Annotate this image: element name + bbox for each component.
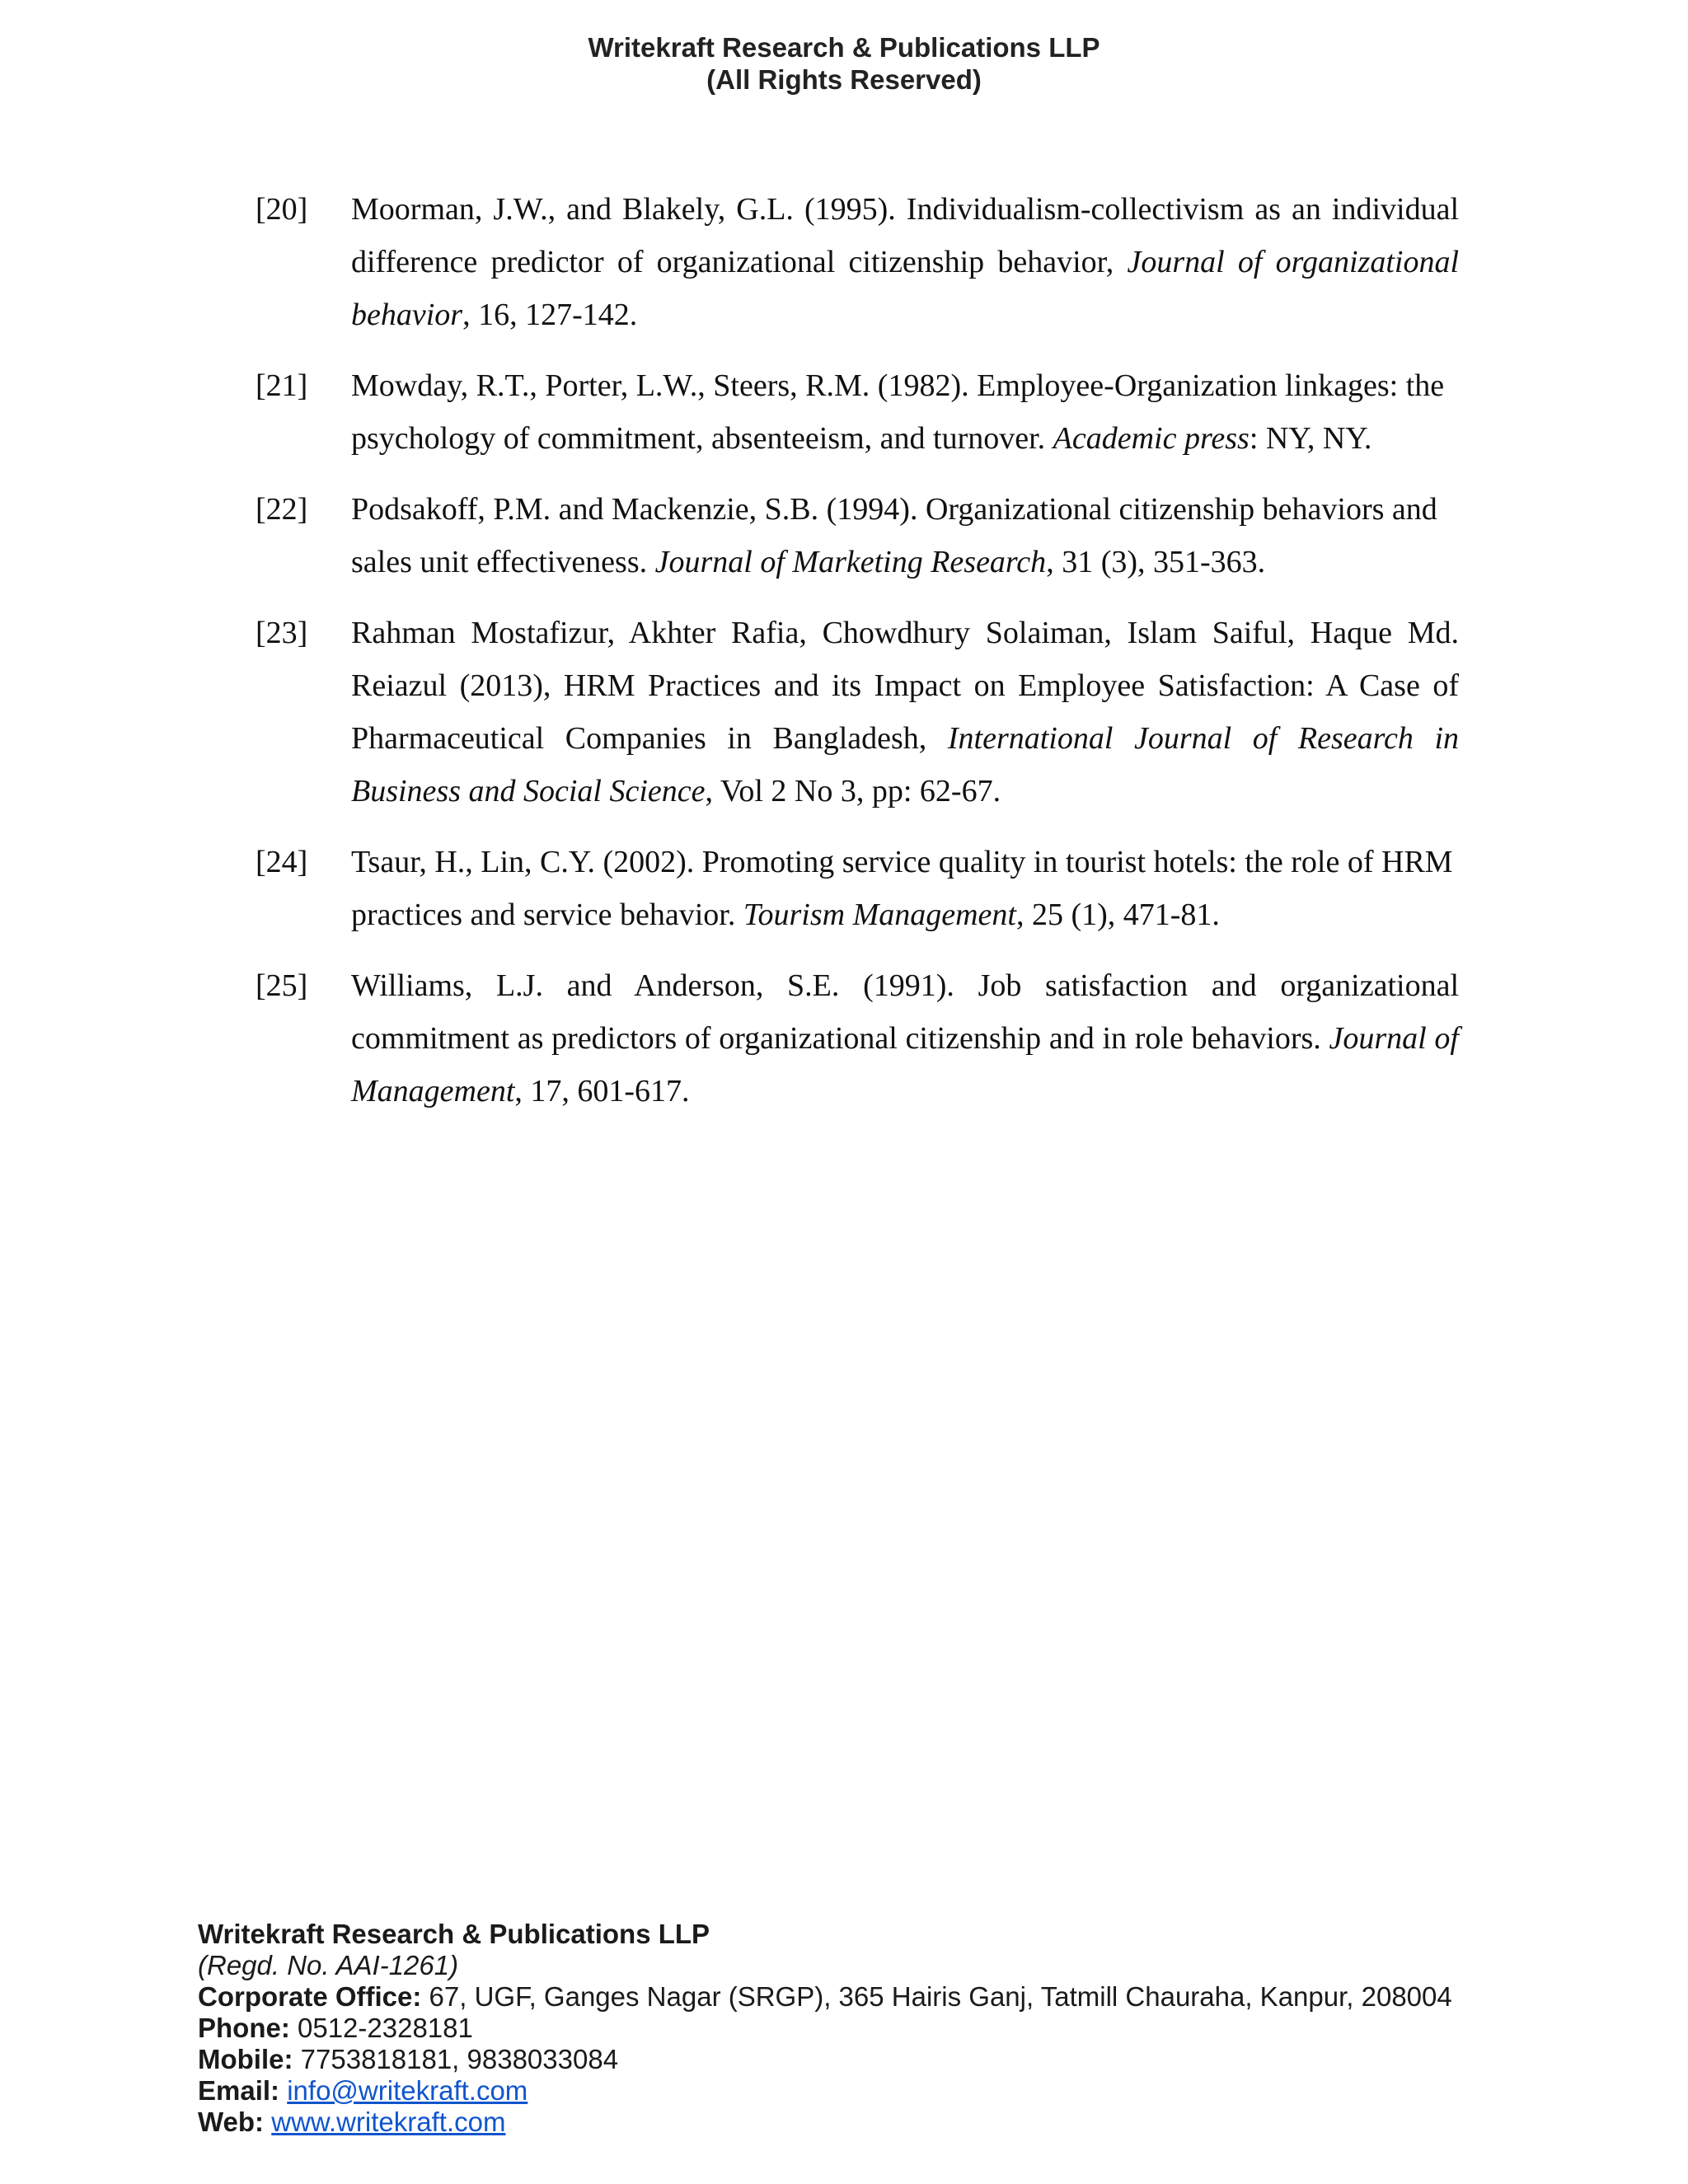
reference-text <box>351 836 1459 941</box>
reference-details: , 16, 127-142. <box>462 298 638 332</box>
footer-phone-label: Phone: <box>198 2013 290 2043</box>
header-subtitle: (All Rights Reserved) <box>706 64 982 95</box>
reference-text <box>351 959 1459 1118</box>
footer-phone-row <box>198 2013 1550 2044</box>
footer-web-row <box>198 2107 1550 2138</box>
reference-authors-title: Moorman, J.W., and Blakely, G.L. (1995). Individualism-collectivism as an individual difference predictor of organizational citizenship behavior, <box>351 192 1459 279</box>
footer-mobile-value: 7753818181, 9838033084 <box>293 2044 619 2074</box>
footer-mobile-row <box>198 2044 1550 2075</box>
reference-authors-title: Mowday, R.T., Porter, L.W., Steers, R.M. (1982). Employee-Organization linkages: the psychology of commitment, absenteeism, and turnover. <box>351 368 1445 456</box>
reference-details: : NY, NY. <box>1249 421 1372 456</box>
footer-company: Writekraft Research & Publications LLP <box>198 1919 710 1949</box>
reference-journal: Journal of organizational behavior <box>351 245 1459 332</box>
reference-item <box>256 183 1459 341</box>
reference-authors-title: Williams, L.J. and Anderson, S.E. (1991). Job satisfaction and organizational commitment as predictors of organizational citizenship and in role behaviors. <box>351 968 1459 1056</box>
reference-authors-title: Rahman Mostafizur, Akhter Rafia, Chowdhury Solaiman, Islam Saiful, Haque Md. Reiazul (2013), HRM Practices and its Impact on Employee Satisfaction: A Case of Pharmaceutical Companies in Bangladesh, <box>351 616 1459 756</box>
footer-office-value: 67, UGF, Ganges Nagar (SRGP), 365 Hairis Ganj, Tatmill Chauraha, Kanpur, 208004 <box>421 1981 1452 2012</box>
reference-journal: Journal of Marketing Research <box>654 545 1047 579</box>
reference-number: [25] <box>256 968 308 1003</box>
reference-journal: Tourism Management <box>743 898 1016 932</box>
footer-office-row <box>198 1981 1550 2013</box>
reference-number: [20] <box>256 192 308 227</box>
reference-details: , Vol 2 No 3, pp: 62-67. <box>705 774 1001 808</box>
reference-details: , 31 (3), 351-363. <box>1046 545 1266 579</box>
reference-journal: Academic press <box>1053 421 1250 456</box>
footer-company-row <box>198 1919 1550 1950</box>
footer-phone-value: 0512-2328181 <box>289 2013 473 2043</box>
reference-text <box>351 359 1459 465</box>
footer-mobile-label: Mobile: <box>198 2044 293 2074</box>
email-link[interactable]: info@writekraft.com <box>287 2075 528 2106</box>
reference-item <box>256 359 1459 465</box>
reference-number: [24] <box>256 845 308 879</box>
reference-number: [22] <box>256 492 308 527</box>
reference-number: [23] <box>256 616 308 650</box>
page-footer <box>198 1919 1550 2138</box>
reference-item <box>256 836 1459 941</box>
reference-authors-title: Tsaur, H., Lin, C.Y. (2002). Promoting service quality in tourist hotels: the role of HRM practices and service behavior. <box>351 845 1453 932</box>
website-link[interactable]: www.writekraft.com <box>271 2107 506 2137</box>
reference-journal: Journal of Management <box>351 1021 1459 1108</box>
reference-text <box>351 483 1459 588</box>
reference-item <box>256 483 1459 588</box>
reference-text <box>351 183 1459 341</box>
header-title: Writekraft Research & Publications LLP <box>588 32 1100 63</box>
reference-details: , 25 (1), 471-81. <box>1015 898 1220 932</box>
reference-item <box>256 607 1459 818</box>
reference-item <box>256 959 1459 1118</box>
footer-office-label: Corporate Office: <box>198 1981 422 2012</box>
footer-web-label: Web: <box>198 2107 265 2137</box>
page-header <box>0 31 1688 96</box>
reference-details: , 17, 601-617. <box>514 1074 690 1108</box>
footer-email-label: Email: <box>198 2075 280 2106</box>
reference-number: [21] <box>256 368 308 403</box>
reference-authors-title: Podsakoff, P.M. and Mackenzie, S.B. (1994). Organizational citizenship behaviors and sales unit effectiveness. <box>351 492 1437 579</box>
reference-text <box>351 607 1459 818</box>
footer-regd: (Regd. No. AAI-1261) <box>198 1950 459 1980</box>
reference-list <box>256 183 1459 1136</box>
reference-journal: International Journal of Research in Business and Social Science <box>351 721 1460 808</box>
footer-email-row <box>198 2075 1550 2107</box>
